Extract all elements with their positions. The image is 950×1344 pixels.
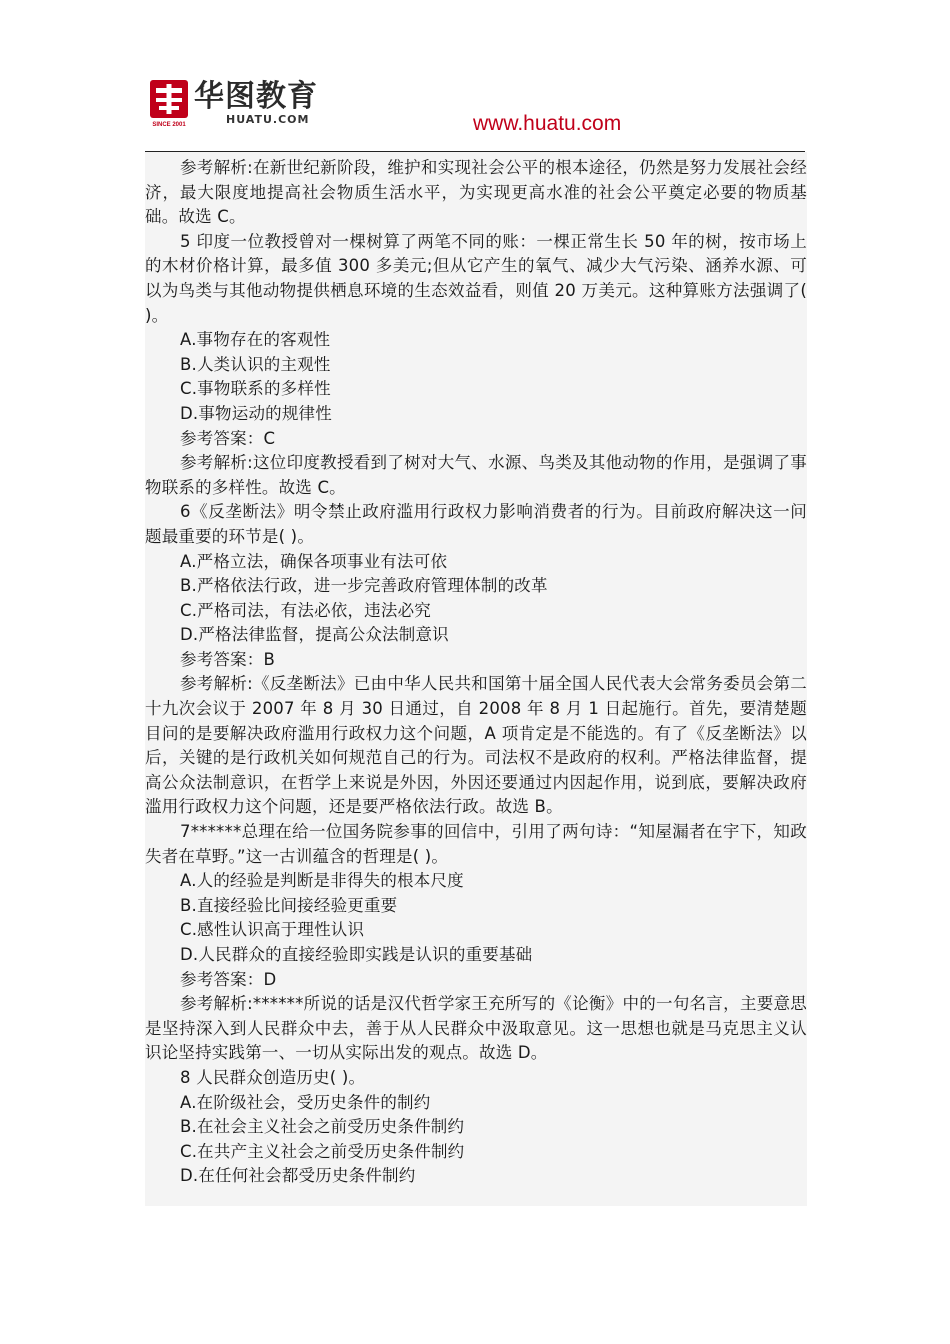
reference-analysis: 参考解析:《反垄断法》已由中华人民共和国第十届全国人民代表大会常务委员会第二十九次会议于 2007 年 8 月 30 日通过，自 2008 年 8 月 1 日起施行。首先，要清楚题目问的是要解决政府滥用行政权力这个问题，A 项肯定是不能选的。有了《反垄断法》以后，关键的是行政机关如何规范自己的行为。司法权不是政府的权利。严格法律监督，提高公众法制意识，在哲学上来说是外因，外因还要通过内因起作用，说到底，要解决政府滥用行政权力这个问题，还是要严格依法行政。故选 B。 [145, 674, 807, 817]
question-text: 7******总理在给一位国务院参事的回信中，引用了两句诗：“知屋漏者在宇下，知政失者在草野。”这一古训蕴含的哲理是( )。 [145, 822, 807, 866]
answer-option: C.感性认识高于理性认识 [180, 920, 365, 940]
answer-option: A.严格立法，确保各项事业有法可依 [180, 551, 448, 571]
site-url-link[interactable]: www.huatu.com [473, 112, 622, 135]
document-body [145, 152, 807, 1206]
answer-option: D.人民群众的直接经验即实践是认识的重要基础 [180, 945, 533, 964]
answer-option: A.人的经验是判断是非得失的根本尺度 [180, 871, 464, 891]
answer-option: A.在阶级社会，受历史条件的制约 [180, 1092, 431, 1112]
answer-option: D.事物运动的规律性 [180, 403, 332, 423]
answer-option: C.事物联系的多样性 [180, 379, 331, 399]
answer-option: D.在任何社会都受历史条件制约 [180, 1166, 416, 1186]
huatu-logo-icon [150, 80, 188, 128]
answer-option: C.在共产主义社会之前受历史条件制约 [180, 1141, 465, 1161]
answer-option: B.人类认识的主观性 [180, 354, 331, 374]
question-text: 5 印度一位教授曾对一棵树算了两笔不同的账：一棵正常生长 50 年的树，按市场上的木材价格计算，最多值 300 多美元;但从它产生的氧气、减少大气污染、涵养水源、可以为鸟类与其他动物提供栖息环境的生态效益看，则值 20 万美元。这种算账方法强调了( )。 [145, 231, 807, 325]
question-text: 6《反垄断法》明令禁止政府滥用行政权力影响消费者的行为。目前政府解决这一问题最重要的环节是( )。 [145, 502, 807, 546]
answer-option: B.严格依法行政，进一步完善政府管理体制的改革 [180, 576, 548, 596]
question-text: 8 人民群众创造历史( )。 [180, 1067, 366, 1087]
huatu-logo[interactable] [150, 80, 350, 130]
answer-option: B.直接经验比间接经验更重要 [180, 895, 398, 915]
page-header [145, 72, 805, 152]
reference-answer: 参考答案：D [180, 969, 277, 989]
answer-option: B.在社会主义社会之前受历史条件制约 [180, 1117, 465, 1137]
answer-option: A.事物存在的客观性 [180, 330, 331, 350]
reference-analysis: 参考解析:这位印度教授看到了树对大气、水源、鸟类及其他动物的作用，是强调了事物联系的多样性。故选 C。 [145, 453, 807, 497]
logo-since: SINCE 2001 [152, 122, 186, 128]
answer-option: C.严格司法，有法必依，违法必究 [180, 600, 431, 620]
logo-english-name: HUATU.COM [226, 113, 310, 126]
reference-analysis: 参考解析:******所说的话是汉代哲学家王充所写的《论衡》中的一句名言，主要意思是坚持深入到人民群众中去，善于从人民群众中汲取意见。这一思想也就是马克思主义认识论坚持实践第一、一切从实际出发的观点。故选 D。 [145, 994, 807, 1063]
reference-analysis: 参考解析:在新世纪新阶段，维护和实现社会公平的根本途径，仍然是努力发展社会经济，最大限度地提高社会物质生活水平，为实现更高水准的社会公平奠定必要的物质基础。故选 C。 [145, 158, 807, 227]
logo-chinese-name: 华图教育 [194, 79, 318, 114]
reference-answer: 参考答案：C [180, 428, 276, 448]
answer-option: D.严格法律监督，提高公众法制意识 [180, 625, 449, 645]
reference-answer: 参考答案：B [180, 649, 276, 669]
